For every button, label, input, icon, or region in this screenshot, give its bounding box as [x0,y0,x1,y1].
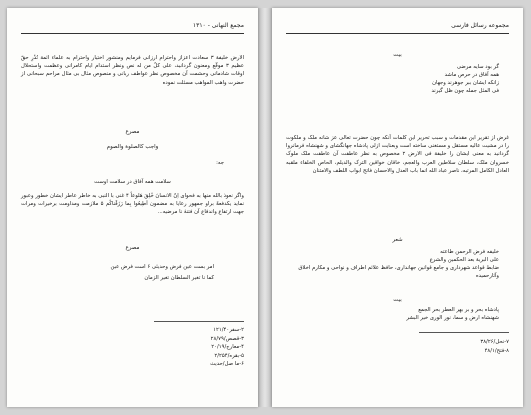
left-footnote: ۶-ما صل/حدیث [210,361,244,368]
right-header-title: مجموعه رسائل فارسی [451,22,509,29]
verse-line: زانکه ایشان ببر جوهرند وجهان [432,80,499,86]
left-verse-1: امر بست عین فرض وحدیثی ۶ است فرض عین [110,264,214,270]
left-verse-2: کما نا تغیر السلطان تغیر الزمان [144,275,214,281]
left-footnote: ۵-بقره/۲/۲۵۴ [214,352,244,359]
verse-line: گر بود سایه مرضی [456,64,499,70]
left-paragraph-3: واگر نعوذ بالله منها به فحوای اِنّ الانسانَ خُلِقَ هَلوعاً ۴ غنی با النبی به خاطر عاطر ایشان خطور وعبور نماید یکدفعةً براو جمهور رعایا به مضمون اَطِیعُوا بِما رَزَقْناکُم ۵ ملازمت ومداومت برخیرات ومرات جهت ارتفاع واندفاع آن فتنهٔ نا مرضیه... [21,193,245,216]
right-header-rule [286,33,509,34]
left-paragraph-2: سلامت همه آفاق در سلامت اوست [94,179,171,185]
left-label-2: جه: [216,160,224,166]
left-line-1: واجب کالصلوة والصوم [106,144,159,150]
verse-line: همه آفاق در حرص ماشد [444,72,499,78]
left-label-mesra-2: مصرع [125,245,140,251]
left-header-rule [21,33,244,34]
left-page [7,8,258,407]
verse-line: علی البریة بعد الحکمین والشرع [429,257,499,263]
right-label-bayt-2: بیت [393,297,402,303]
right-paragraph-1: غرض از تقریر این مقدمات و سبب تحریر این کلمات آنکه چون حضرت تعالی عز شانه ملک و ملکوت را در مشیت عالیه مستقل و مستغنی ساخته است وبعنایت ازلی پادشاه جهانگشای و شهنشاه فرمانروا گردانید به معنی ایشان را خلیفة فی الارض ۲ مخصوص به نظر عاطفت آن عاطفت ملک ملوک خسروان ملک، سلطان سلاطین العرب والعجم، خاقان خواقین الترک والدیلم، الحاص الخلفاء ملقبه العادل الکامل المرتبه، ناصر عباد الله انما باب العدل والاحسان فاتح ابواب اللطف والامتنان [286,135,509,174]
left-footnote-rule [154,321,244,322]
right-verse-block-3 [406,306,499,322]
left-paragraph-1: الارض خلیفة ۳ سعادت اعزاز واحترام ارزانی فرمایم ومنشور اختیار واحترام به علماء ائمة نُذُرِ حقّ عظیم ۳ موقّع ومعنون گردانید، علی کلّ من له نص ونظر استدام ایام کامرانی وعظمت واستحلال اوقات شادمانی وحشمت آن مخصوص نظر عواطف ربانی و منصوص مثال بی مثال مراحم سبحانی از حضرت واهب المواهب مسئلت نموده [21,55,244,86]
right-footnote: ۷-نحل/۳۸/۲۶ [480,339,509,345]
verse-line: پادشاه بحر و بر بهر العطر بحر الجمع [418,307,499,313]
right-verse-block-1 [432,63,499,95]
right-footnote: ۸-فتح/۴۸/۱ [484,347,509,354]
book-gutter [258,8,272,407]
right-verse-block-2 [286,248,499,280]
left-footnotes [21,326,244,369]
left-label-mesra-1: مصرع [125,129,140,135]
right-page-header [286,22,509,29]
left-footnote: ۴-معارج/۲۰/۱۹ [211,344,244,351]
right-footnotes [286,338,509,355]
verse-line: فی المثل جمله چون ظل گیرند [431,88,499,94]
left-page-header [21,22,244,29]
verse-line: خلیفه فرض الرحمن طاعته [440,249,499,255]
verse-line: ضابط قواعد شهرداری و جامع قوانین جهانداری، حافظ علائم اطراف و نواحی و مکارم اخلاق وآثارحمیده [298,265,499,279]
left-header-title: مجمع النهانی - ۱۳۱۰ [192,22,244,29]
right-footnote-rule [419,332,509,333]
right-page [272,8,523,407]
left-footnote: ۳-قصص/۲۸/۷۹ [210,335,244,342]
left-footnote: ۲-سفر۱۲۱/۴۰ [213,327,244,333]
right-label-shear: شعر [392,237,403,243]
right-label-bayt-1: بیت [393,52,402,58]
verse-line: شهنشاه ارض و سما، نور الوری خیر البشر [406,315,499,321]
